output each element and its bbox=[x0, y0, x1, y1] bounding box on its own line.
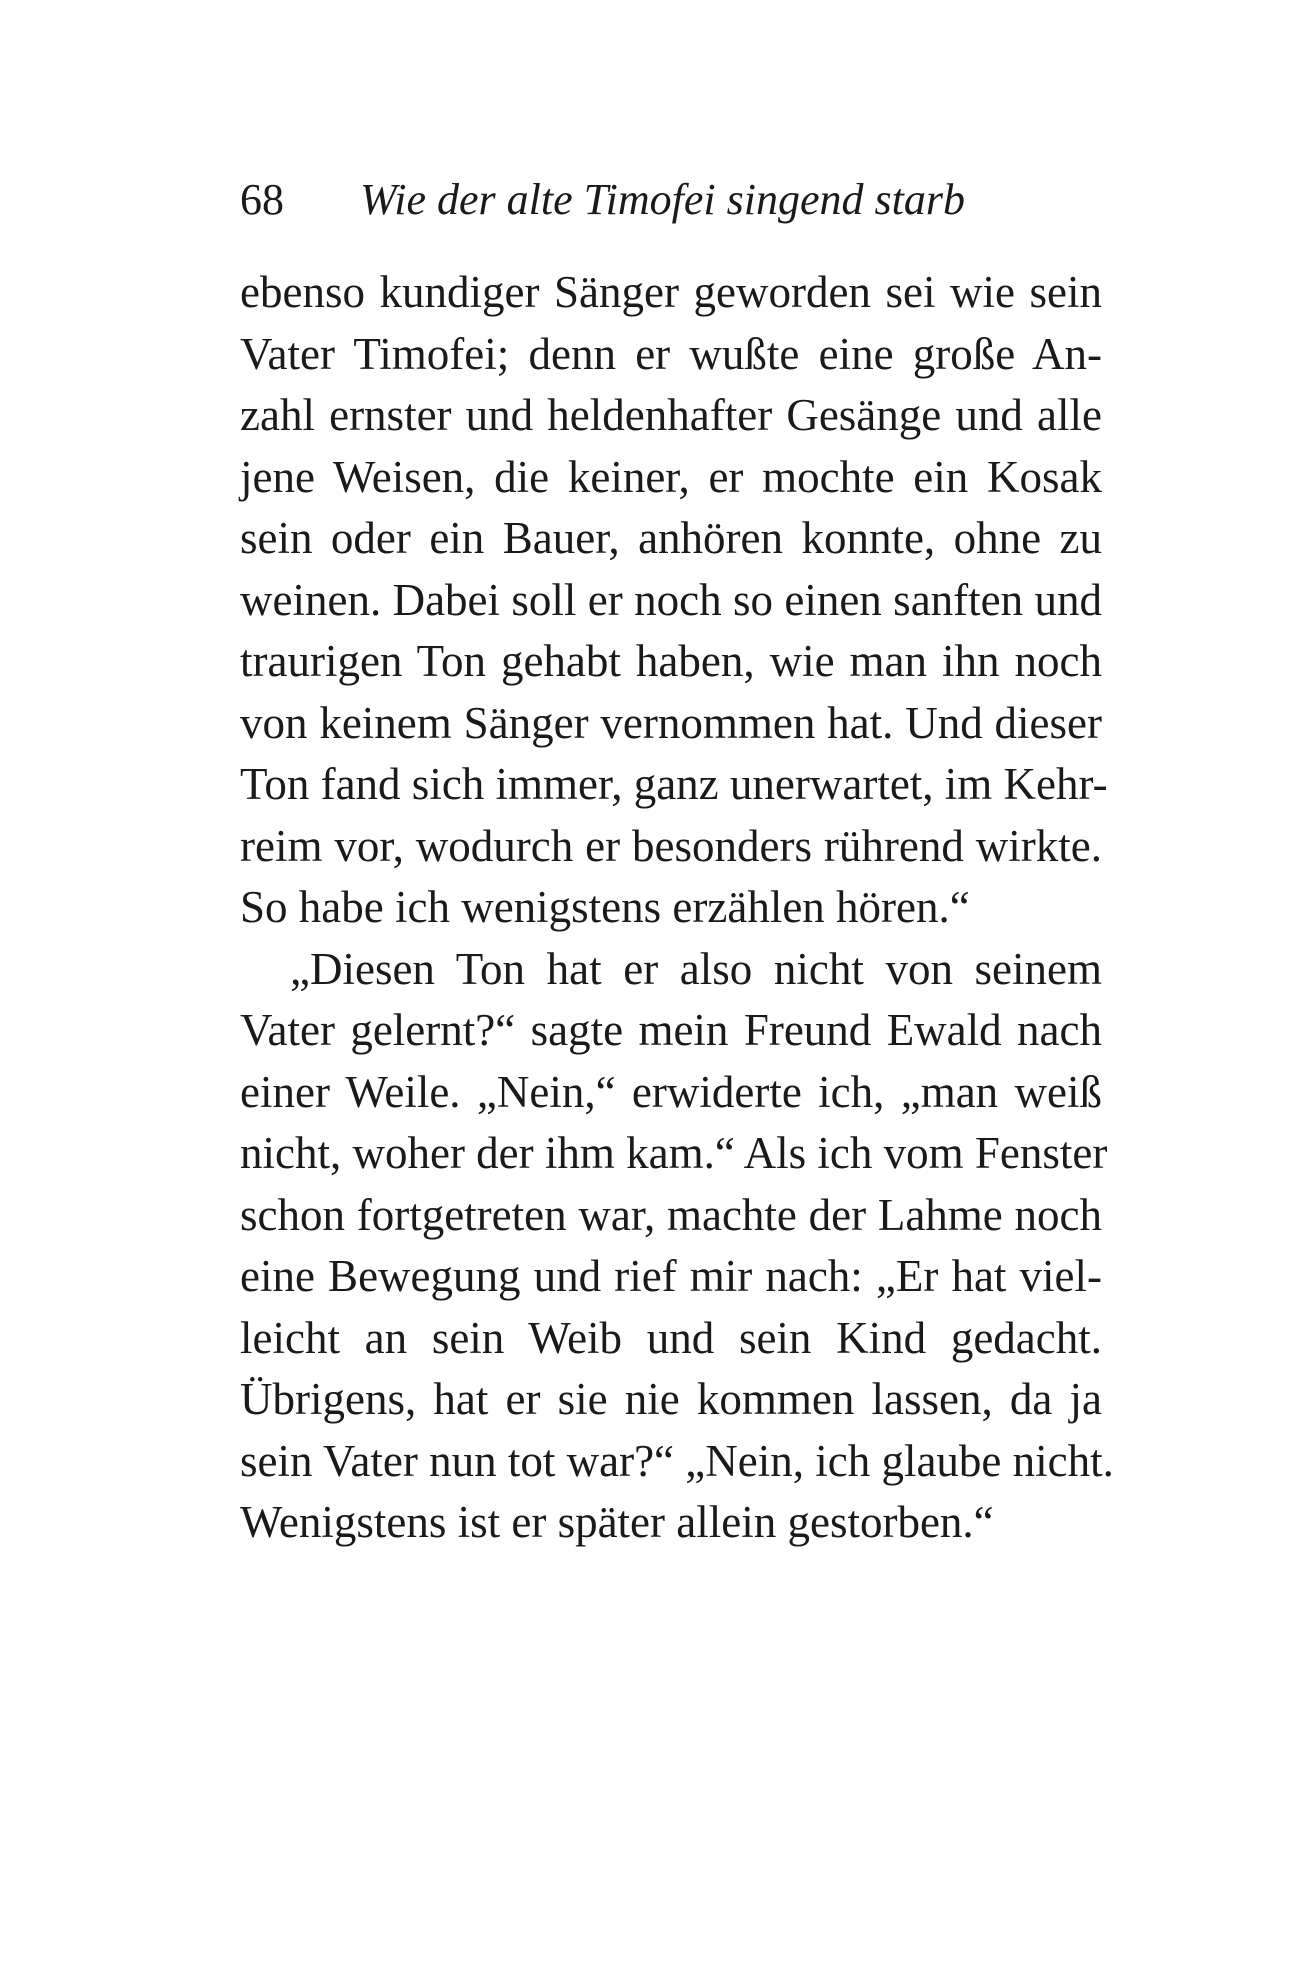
page-header bbox=[240, 170, 1100, 230]
text-line: von keinem Sänger vernommen hat. Und dieser bbox=[240, 697, 1102, 748]
text-line: nicht, woher der ihm kam.“ Als ich vom Fenster bbox=[240, 1128, 1108, 1178]
text-line: zahl ernster und heldenhafter Gesänge und alle bbox=[240, 390, 1102, 440]
text-line: So habe ich wenigstens erzählen hören.“ bbox=[240, 882, 970, 932]
text-line: sein Vater nun tot war?“ „Nein, ich glaube nicht. bbox=[240, 1435, 1114, 1486]
text-line: reim vor, wodurch er besonders rührend wirkte. bbox=[240, 820, 1102, 871]
text-line: sein oder ein Bauer, anhören konnte, ohne zu bbox=[240, 513, 1102, 563]
page-number: 68 bbox=[240, 175, 284, 224]
text-line: Übrigens, hat er sie nie kommen lassen, da ja bbox=[240, 1374, 1102, 1424]
text-line: „Diesen Ton hat er also nicht von seinem bbox=[290, 943, 1102, 994]
body-text bbox=[240, 262, 1114, 1554]
text-line: ebenso kundiger Sänger geworden sei wie sein bbox=[240, 267, 1102, 317]
running-title: Wie der alte Timofei singend starb bbox=[360, 175, 965, 224]
text-line: schon fortgetreten war, machte der Lahme noch bbox=[240, 1189, 1102, 1240]
text-line: weinen. Dabei soll er noch so einen sanften und bbox=[240, 574, 1102, 625]
text-line: Vater Timofei; denn er wußte eine große An- bbox=[240, 328, 1102, 379]
text-line: eine Bewegung und rief mir nach: „Er hat viel- bbox=[240, 1251, 1102, 1301]
text-line: einer Weile. „Nein,“ erwiderte ich, „man weiß bbox=[240, 1066, 1102, 1117]
text-line: Vater gelernt?“ sagte mein Freund Ewald nach bbox=[240, 1005, 1102, 1055]
text-line: Wenigstens ist er später allein gestorben.“ bbox=[240, 1497, 994, 1547]
text-line: Ton fand sich immer, ganz unerwartet, im Kehr- bbox=[240, 759, 1108, 809]
text-line: leicht an sein Weib und sein Kind gedacht. bbox=[240, 1312, 1102, 1363]
text-line: traurigen Ton gehabt haben, wie man ihn noch bbox=[240, 636, 1102, 686]
text-line: jene Weisen, die keiner, er mochte ein Kosak bbox=[240, 451, 1102, 502]
